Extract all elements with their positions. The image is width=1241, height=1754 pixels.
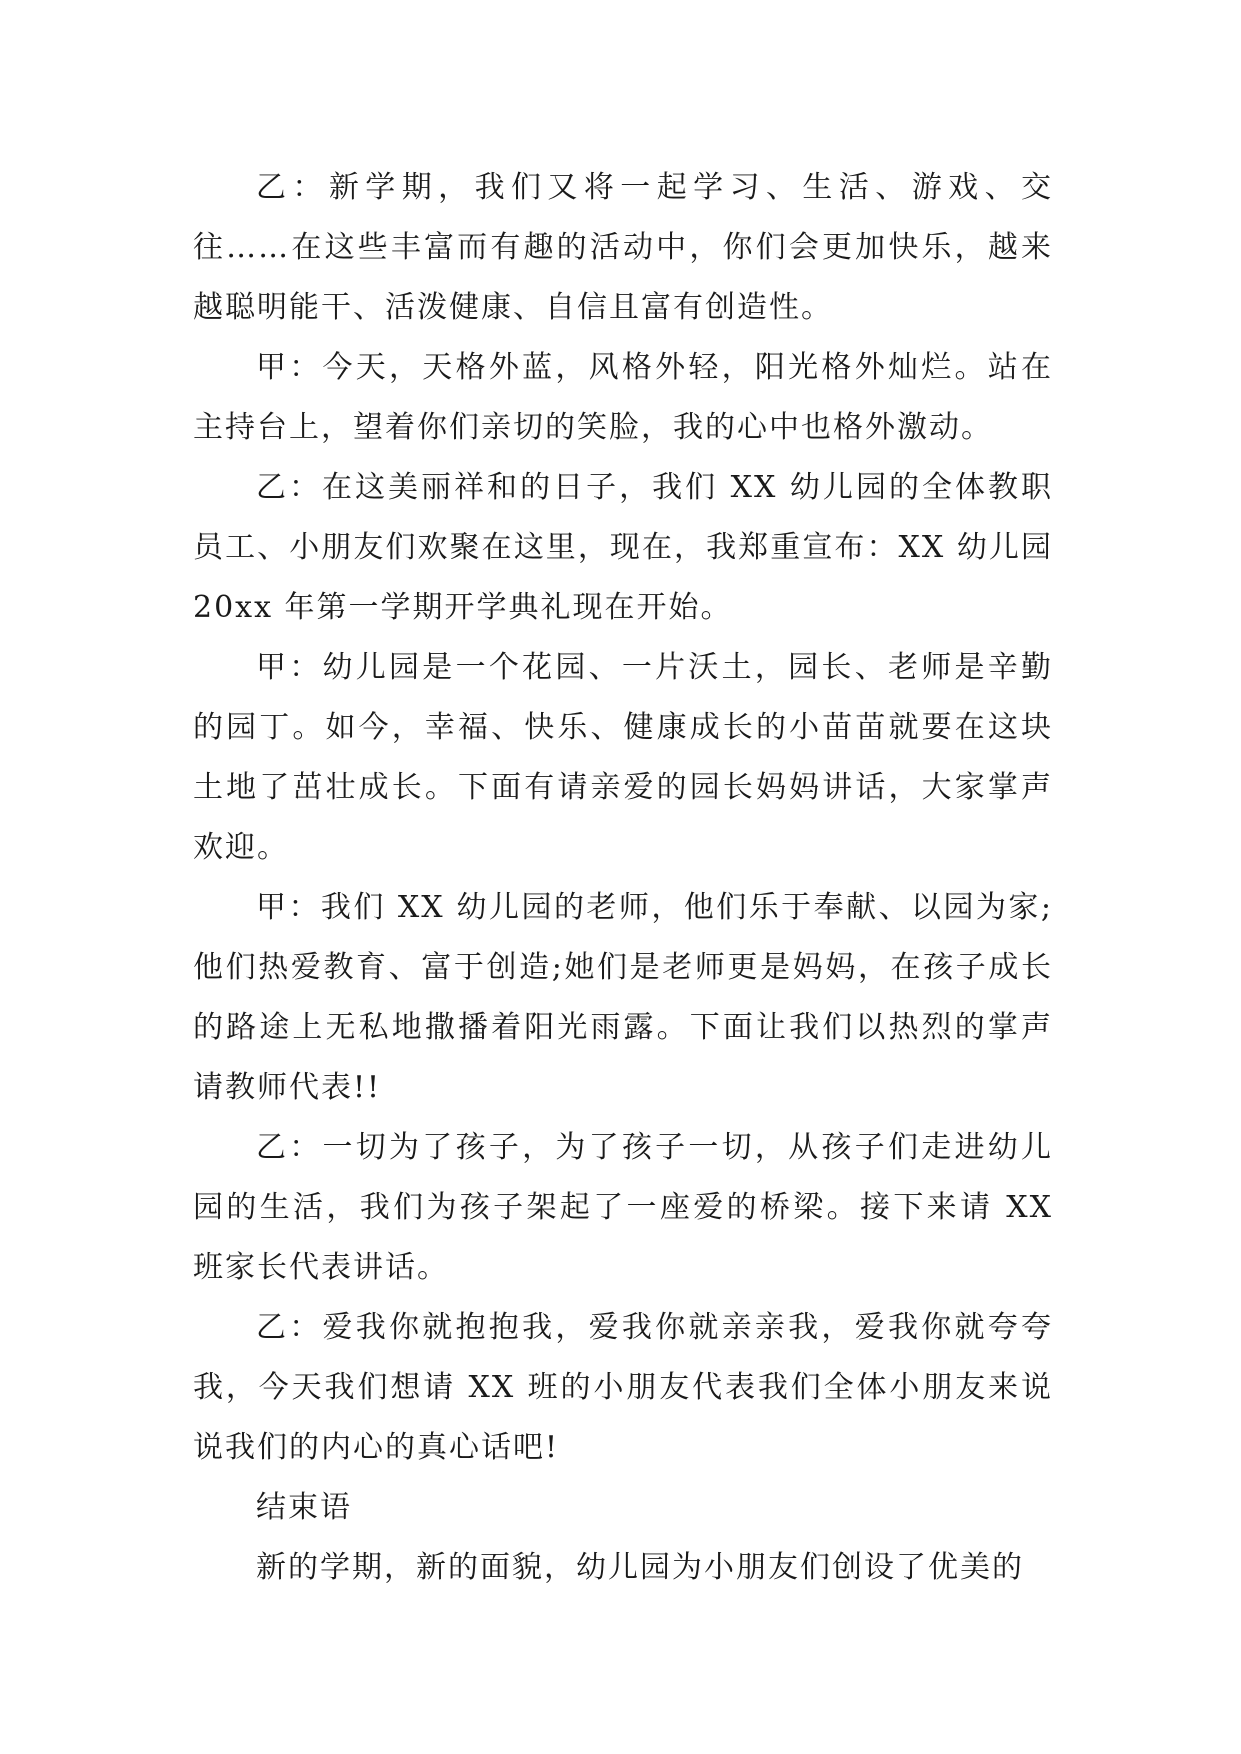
closing-heading: 结束语 (256, 1490, 352, 1525)
closing-paragraph: 新的学期，新的面貌，幼儿园为小朋友们创设了优美的 (256, 1550, 1024, 1585)
paragraph-3: 乙：在这美丽祥和的日子，我们 XX 幼儿园的全体教职员工、小朋友们欢聚在这里，现在，我郑重宣布：XX 幼儿园 20xx 年第一学期开学典礼现在开始。 (193, 470, 1053, 625)
paragraph-6: 乙：一切为了孩子，为了孩子一切，从孩子们走进幼儿园的生活，我们为孩子架起了一座爱的桥梁。接下来请 XX 班家长代表讲话。 (193, 1130, 1053, 1285)
paragraph-2: 甲：今天，天格外蓝，风格外轻，阳光格外灿烂。站在主持台上，望着你们亲切的笑脸，我的心中也格外激动。 (193, 350, 1053, 445)
paragraph-7: 乙：爱我你就抱抱我，爱我你就亲亲我，爱我你就夸夸我，今天我们想请 XX 班的小朋友代表我们全体小朋友来说说我们的内心的真心话吧! (193, 1310, 1053, 1465)
paragraph-5: 甲：我们 XX 幼儿园的老师，他们乐于奉献、以园为家;他们热爱教育、富于创造;她们是老师更是妈妈，在孩子成长的路途上无私地撒播着阳光雨露。下面让我们以热烈的掌声请教师代表!! (193, 890, 1053, 1105)
paragraph-1: 乙：新学期，我们又将一起学习、生活、游戏、交往……在这些丰富而有趣的活动中，你们会更加快乐，越来越聪明能干、活泼健康、自信且富有创造性。 (193, 170, 1053, 325)
document-body (193, 158, 1053, 1598)
paragraph-4: 甲：幼儿园是一个花园、一片沃土，园长、老师是辛勤的园丁。如今，幸福、快乐、健康成长的小苗苗就要在这块土地了茁壮成长。下面有请亲爱的园长妈妈讲话，大家掌声欢迎。 (193, 650, 1053, 865)
